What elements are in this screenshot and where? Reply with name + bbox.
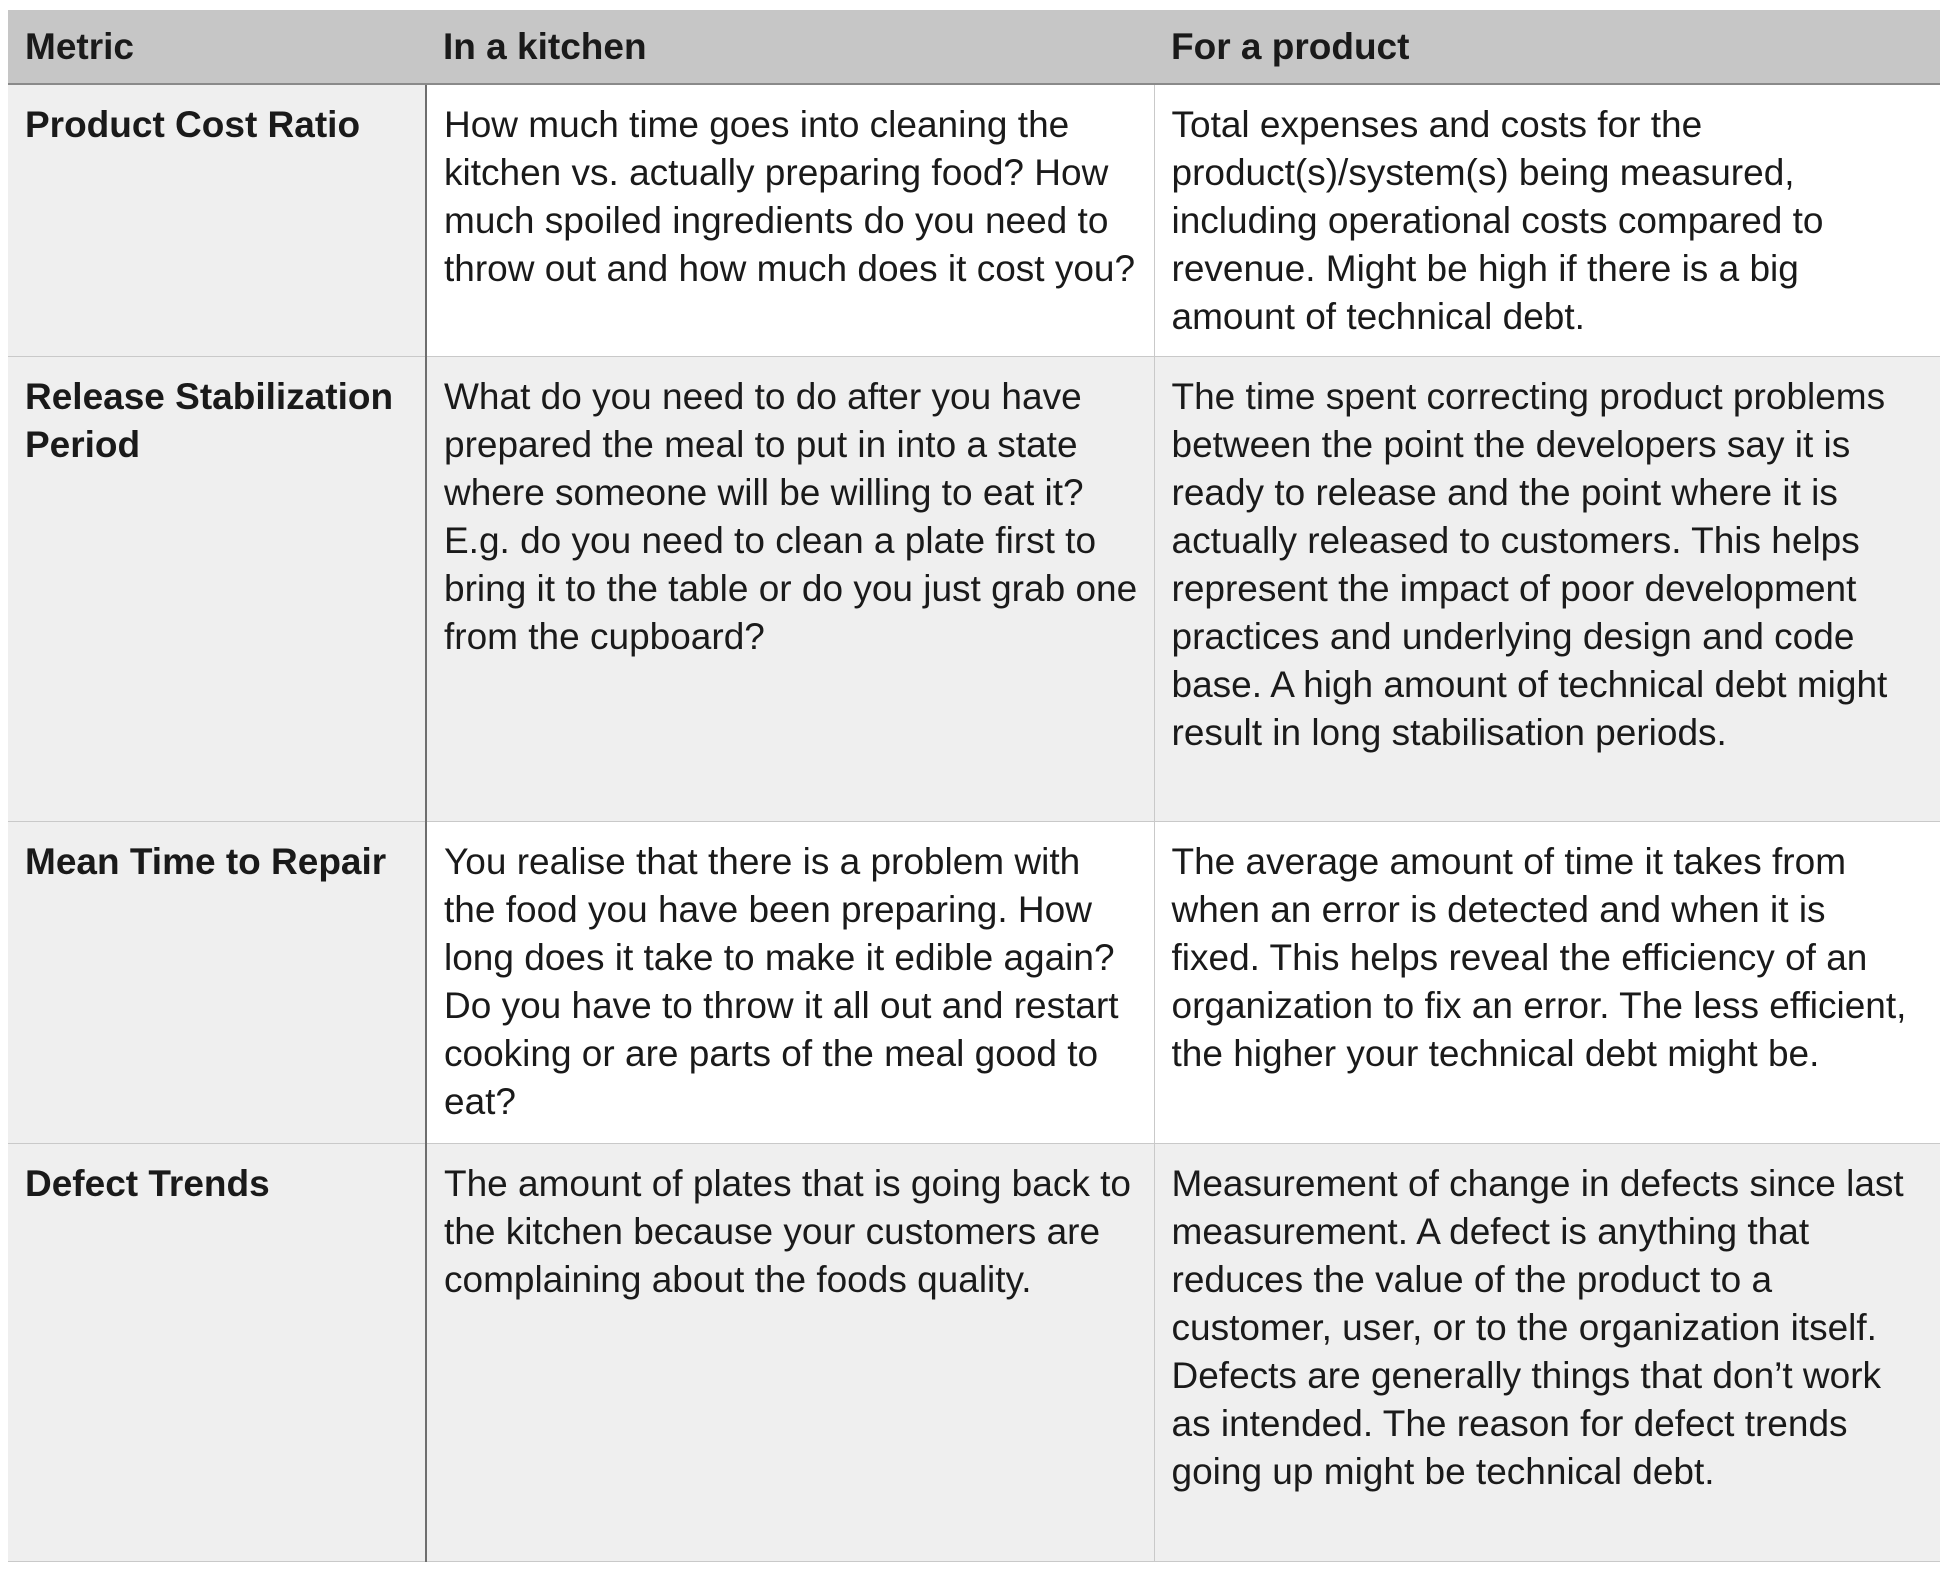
product-cell: Total expenses and costs for the product(s)/system(s) being measured, including operational costs compared to revenue. Might be high if there is a big amount of technical debt. [1154,84,1940,356]
product-cell: The time spent correcting product problems between the point the developers say it is ready to release and the point where it is actually released to customers. This helps represent the impact of poor development practices and underlying design and code base. A high amount of technical debt might result in long stabilisation periods. [1154,356,1940,821]
kitchen-cell: You realise that there is a problem with the food you have been preparing. How long does it take to make it edible again? Do you have to throw it all out and restart cooking or are parts of the meal good to eat? [426,821,1154,1143]
product-cell: Measurement of change in defects since last measurement. A defect is anything that reduces the value of the product to a customer, user, or to the organization itself. Defects are generally things that don’t work as intended. The reason for defect trends going up might be technical debt. [1154,1143,1940,1561]
table-body [8,84,1940,1561]
metrics-table [8,10,1940,1562]
metric-cell: Product Cost Ratio [8,84,426,356]
table-row [8,84,1940,356]
table-header [8,10,1940,84]
header-row [8,10,1940,84]
metrics-table-container [8,10,1940,1562]
metric-cell: Release Stabilization Period [8,356,426,821]
product-cell: The average amount of time it takes from when an error is detected and when it is fixed. This helps reveal the efficiency of an organization to fix an error. The less efficient, the higher your technical debt might be. [1154,821,1940,1143]
metric-cell: Mean Time to Repair [8,821,426,1143]
kitchen-cell: The amount of plates that is going back to the kitchen because your customers are complaining about the foods quality. [426,1143,1154,1561]
metric-cell: Defect Trends [8,1143,426,1561]
table-row [8,356,1940,821]
kitchen-cell: How much time goes into cleaning the kitchen vs. actually preparing food? How much spoiled ingredients do you need to throw out and how much does it cost you? [426,84,1154,356]
kitchen-cell: What do you need to do after you have prepared the meal to put in into a state where someone will be willing to eat it? E.g. do you need to clean a plate first to bring it to the table or do you just grab one from the cupboard? [426,356,1154,821]
header-kitchen: In a kitchen [426,10,1154,84]
table-row [8,1143,1940,1561]
header-metric: Metric [8,10,426,84]
header-product: For a product [1154,10,1940,84]
table-row [8,821,1940,1143]
